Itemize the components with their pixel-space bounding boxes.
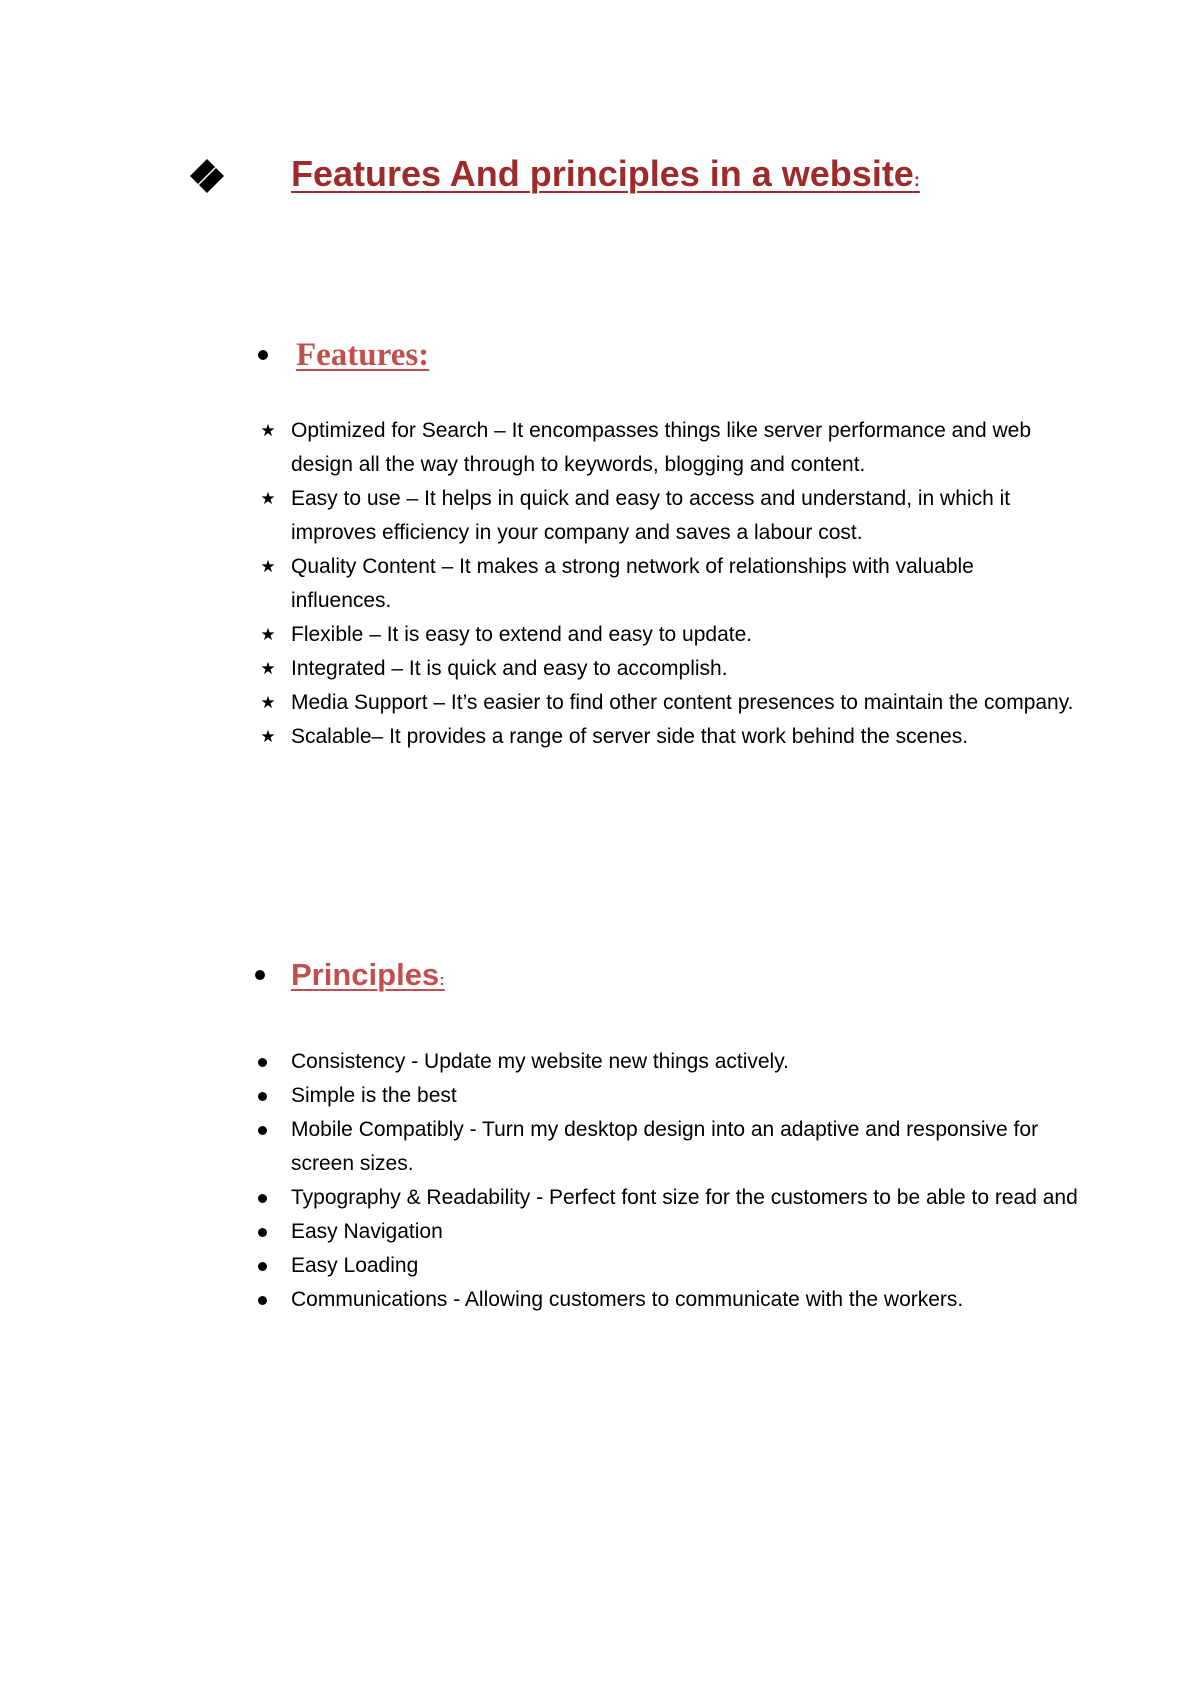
list-item-text: Typography & Readability - Perfect font size for the customers to be able to read and [291, 1186, 1078, 1209]
list-item [258, 1181, 1078, 1215]
principles-heading-text [291, 952, 445, 1004]
list-item-text: Flexible – It is easy to extend and easy to update. [291, 623, 753, 646]
bullet-icon [258, 1296, 267, 1305]
list-item-text: Integrated – It is quick and easy to accomplish. [291, 657, 728, 680]
list-item [258, 720, 1078, 754]
list-item-text: Scalable– It provides a range of server side that work behind the scenes. [291, 725, 969, 748]
list-item [258, 652, 1078, 686]
list-item [258, 1045, 1078, 1079]
diamond-icon [190, 159, 224, 193]
star-icon: ★ [260, 421, 276, 441]
page-title-colon: : [913, 170, 920, 190]
bullet-icon [258, 1262, 267, 1271]
list-item-text: Communications - Allowing customers to communicate with the workers. [291, 1288, 964, 1311]
star-icon: ★ [260, 693, 276, 713]
bullet-icon [255, 970, 265, 980]
principles-heading-label: Principles [291, 957, 440, 992]
features-list [258, 414, 1078, 754]
list-item-text: Optimized for Search – It encompasses things like server performance and web design all the way through to keywords, blogging and content. [291, 419, 1032, 476]
list-item-text: Consistency - Update my website new things actively. [291, 1050, 789, 1073]
features-heading-text: Features: [296, 337, 430, 373]
principles-heading-colon: : [439, 972, 445, 989]
list-item [258, 1079, 1078, 1113]
list-item [258, 686, 1078, 720]
bullet-icon [258, 1058, 267, 1067]
principles-list [258, 1045, 1078, 1317]
list-item [258, 482, 1078, 550]
list-item [258, 1249, 1078, 1283]
bullet-icon [258, 1126, 267, 1135]
list-item-text: Media Support – It’s easier to find other content presences to maintain the company. [291, 691, 1074, 714]
list-item-text: Easy Navigation [291, 1220, 443, 1243]
bullet-icon [258, 350, 268, 360]
list-item-text: Quality Content – It makes a strong network of relationships with valuable influences. [291, 555, 974, 612]
list-item [258, 1113, 1078, 1181]
star-icon: ★ [260, 557, 276, 577]
list-item [258, 1283, 1078, 1317]
list-item-text: Mobile Compatibly - Turn my desktop design into an adaptive and responsive for screen sizes. [291, 1118, 1039, 1175]
list-item-text: Easy to use – It helps in quick and easy to access and understand, in which it improves efficiency in your company and saves a labour cost. [291, 487, 1011, 544]
bullet-icon [258, 1092, 267, 1101]
page-title-text: Features And principles in a website [291, 153, 914, 194]
list-item-text: Simple is the best [291, 1084, 457, 1107]
list-item [258, 414, 1078, 482]
star-icon: ★ [260, 625, 276, 645]
list-item [258, 550, 1078, 618]
bullet-icon [258, 1228, 267, 1237]
page-title [291, 148, 920, 206]
principles-heading [258, 952, 858, 1002]
star-icon: ★ [260, 489, 276, 509]
main-heading [190, 148, 1090, 208]
list-item-text: Easy Loading [291, 1254, 419, 1277]
list-item [258, 1215, 1078, 1249]
list-item [258, 618, 1078, 652]
features-heading [258, 330, 858, 380]
star-icon: ★ [260, 659, 276, 679]
star-icon: ★ [260, 727, 276, 747]
bullet-icon [258, 1194, 267, 1203]
